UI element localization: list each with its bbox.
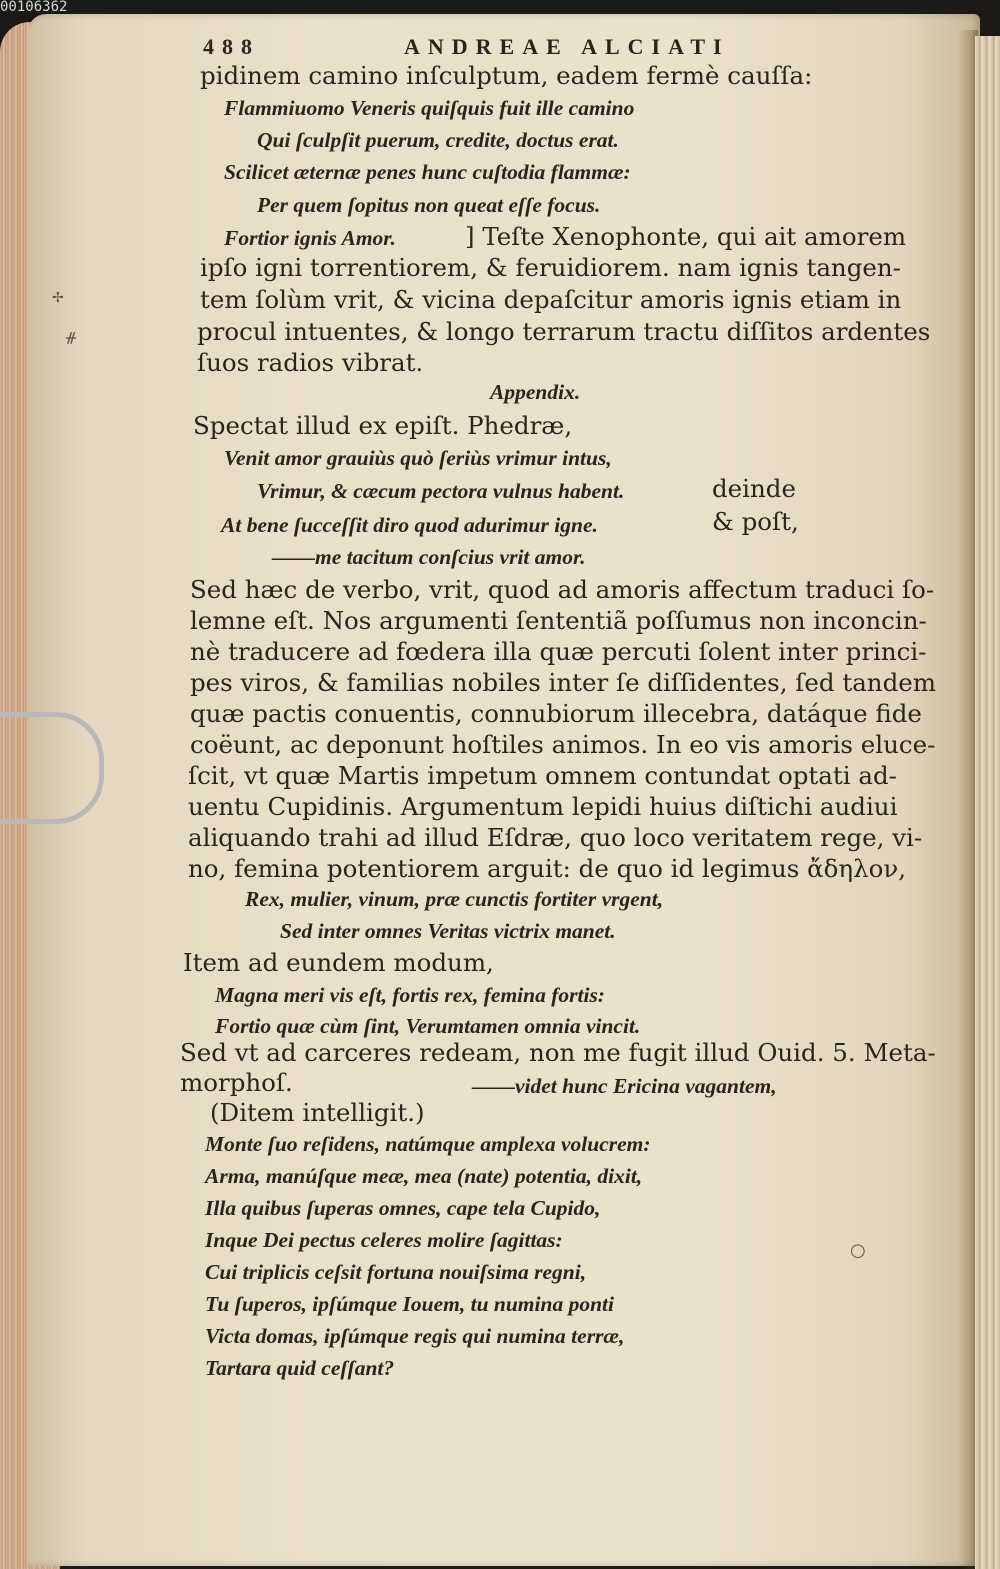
verse-line: Flammiuomo Veneris quiſquis fuit ille camino: [224, 96, 635, 120]
verse-line: Tartara quid ceſſant?: [205, 1356, 395, 1380]
verse-line: Tu ſuperos, ipſúmque Iouem, tu numina ponti: [205, 1292, 614, 1316]
verse-line: Rex, mulier, vinum, præ cunctis fortiter vrgent,: [245, 887, 664, 911]
verse-line: Venit amor grauiùs quò ſeriùs vrimur intus,: [224, 446, 612, 470]
text-line: pidinem camino inſculptum, eadem fermè cauſſa:: [200, 61, 813, 90]
text-line: nè traducere ad fœdera illa quæ percuti ſolent inter princi-: [190, 637, 927, 666]
text-line: Item ad eundem modum,: [183, 948, 494, 977]
verse-line: At bene ſucceſſit diro quod adurimur igne.: [221, 513, 598, 537]
text-line: pes viros, & familias nobiles inter ſe diſſidentes, ſed tandem: [190, 668, 936, 697]
text-line: (Ditem intelligit.): [210, 1098, 425, 1127]
text-line: tem ſolùm vrit, & vicina depaſcitur amoris ignis etiam in: [200, 285, 902, 314]
text-line: coëunt, ac deponunt hoſtiles animos. In eo vis amoris eluce-: [190, 730, 936, 759]
text-line: procul intuentes, & longo terrarum tractu diſſitos ardentes: [197, 317, 931, 346]
margin-mark: ᚌ: [66, 330, 77, 346]
verse-line: Cui triplicis ceſsit fortuna nouiſsima regni,: [205, 1260, 587, 1284]
text-line: Sed vt ad carceres redeam, non me fugit illud Ouid. 5. Meta-: [180, 1038, 936, 1067]
lemma: Fortior ignis Amor.: [224, 226, 396, 250]
running-title: ANDREAE ALCIATI: [404, 34, 730, 59]
verse-line: ——me tacitum conſcius vrit amor.: [272, 545, 586, 569]
verse-line: Inque Dei pectus celeres molire ſagittas:: [205, 1228, 563, 1252]
text-line: no, femina potentiorem arguit: de quo id legimus ἄδηλον,: [188, 854, 907, 883]
verse-line: Illa quibus ſuperas omnes, cape tela Cupido,: [205, 1196, 601, 1220]
text-line: Sed hæc de verbo, vrit, quod ad amoris affectum traduci ſo-: [190, 575, 935, 604]
verse-line: Scilicet æternæ penes hunc cuſtodia flammæ:: [224, 160, 631, 184]
verse-line: Monte ſuo reſidens, natúmque amplexa volucrem:: [205, 1132, 651, 1156]
verse-line: Victa domas, ipſúmque regis qui numina terræ,: [205, 1324, 625, 1348]
text-line: deinde: [712, 474, 796, 503]
verse-line: Qui ſculpſit puerum, credite, doctus erat.: [257, 128, 619, 152]
text-line: ipſo igni torrentiorem, & feruidiorem. nam ignis tangen-: [200, 253, 901, 282]
page-number: 488: [203, 34, 260, 59]
verse-line: Magna meri vis eſt, fortis rex, femina fortis:: [215, 983, 605, 1007]
margin-circle-mark: ○: [850, 1240, 866, 1261]
text-line: Spectat illud ex epiſt. Phedræ,: [193, 411, 573, 440]
verse-line: Arma, manúſque meæ, mea (nate) potentia, dixit,: [205, 1164, 643, 1188]
verse-line: Fortio quæ cùm ſint, Verumtamen omnia vincit.: [215, 1014, 641, 1038]
section-heading: Appendix.: [490, 380, 581, 404]
text-line: uentu Cupidinis. Argumentum lepidi huius diſtichi audiui: [188, 792, 898, 821]
margin-mark: ✢: [52, 290, 64, 306]
text-line: lemne eſt. Nos argumenti ſententiã poſſumus non inconcin-: [190, 606, 927, 635]
scan-id-label: 00106362: [0, 0, 68, 14]
verse-line: Per quem ſopitus non queat eſſe focus.: [257, 193, 601, 217]
text-line: & poſt,: [712, 507, 799, 536]
verse-line: ——videt hunc Ericina vagantem,: [472, 1074, 777, 1098]
verse-line: Sed inter omnes Veritas victrix manet.: [280, 919, 616, 943]
verse-line: Vrimur, & cæcum pectora vulnus habent.: [257, 479, 625, 503]
text-line: ] Teſte Xenophonte, qui ait amorem: [465, 222, 907, 251]
text-line: quæ pactis conuentis, connubiorum illecebra, datáque fide: [190, 699, 922, 728]
text-line: ſuos radios vibrat.: [197, 348, 424, 377]
text-line: ſcit, vt quæ Martis impetum omnem contundat optati ad-: [188, 761, 897, 790]
text-line: morphoſ.: [180, 1068, 293, 1097]
text-line: aliquando trahi ad illud Eſdræ, quo loco veritatem rege, vi-: [188, 823, 923, 852]
